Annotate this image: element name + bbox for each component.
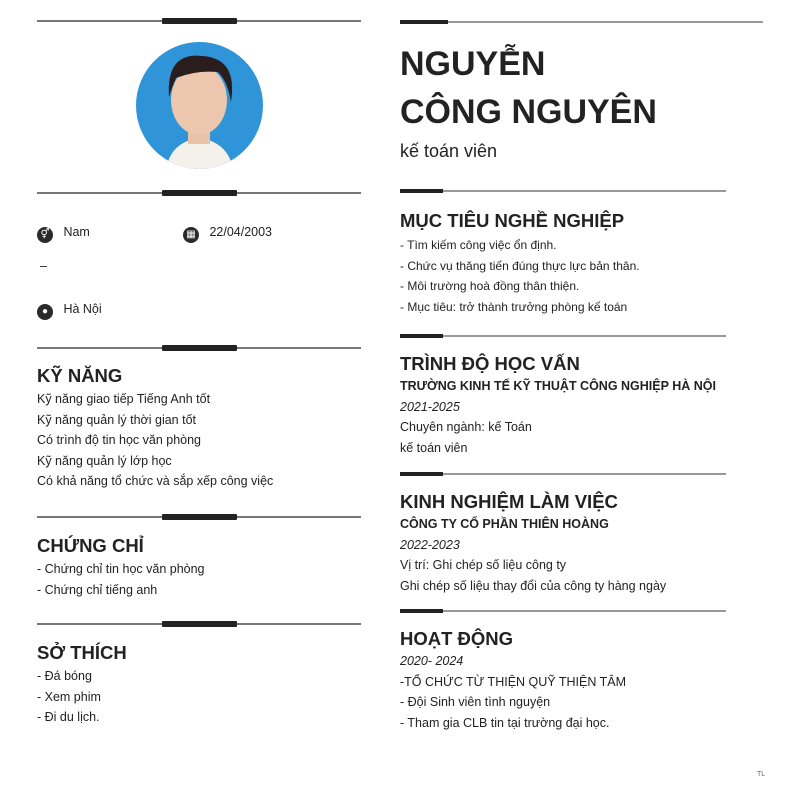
divider [37, 516, 361, 518]
list-item: - Đi du lịch. [37, 710, 100, 724]
divider [400, 190, 726, 192]
list-item: - Chứng chỉ tiếng anh [37, 582, 158, 597]
activities-block [400, 651, 626, 733]
list-item: Có khả năng tổ chức và sắp xếp công việc [37, 474, 274, 488]
list-item: Kỹ năng quản lý thời gian tốt [37, 412, 196, 427]
experience-block [400, 514, 666, 596]
list-item: Kỹ năng quản lý lớp học [37, 453, 172, 468]
page-mark: TL [757, 771, 766, 778]
job-title: kế toán viên [400, 141, 498, 161]
certificates-heading: CHỨNG CHỈ [37, 535, 144, 556]
address: Hà Nội [63, 302, 102, 316]
activities-heading: HOẠT ĐỘNG [400, 628, 514, 649]
skills-heading: KỸ NĂNG [37, 365, 123, 386]
divider [400, 21, 763, 23]
hobbies-list [37, 666, 101, 728]
list-item: - Tham gia CLB tin tại trường đại học. [400, 715, 610, 730]
school-name: TRƯỜNG KINH TẾ KỸ THUẬT CÔNG NGHIỆP HÀ NỘI [400, 379, 716, 393]
major: Chuyên ngành: kế Toán [400, 420, 532, 434]
objective-list [400, 235, 640, 317]
position: Vị trí: Ghi chép số liệu công ty [400, 558, 567, 572]
objective-heading: MỤC TIÊU NGHỀ NGHIỆP [400, 210, 625, 231]
education-note: kế toán viên [400, 440, 468, 455]
certificates-list [37, 559, 205, 600]
education-block [400, 376, 716, 458]
list-item: - Tìm kiếm công việc ổn định. [400, 238, 557, 252]
divider [37, 347, 361, 349]
list-item: - Chức vụ thăng tiến đúng thực lực bản thân. [400, 258, 640, 273]
list-item: Có trình độ tin học văn phòng [37, 433, 202, 447]
list-item: - Xem phim [37, 689, 101, 704]
list-item: Kỹ năng giao tiếp Tiếng Anh tốt [37, 392, 211, 406]
gender: Nam [63, 225, 90, 239]
address-row [37, 301, 102, 320]
education-heading: TRÌNH ĐỘ HỌC VẤN [400, 353, 580, 374]
dob-row [183, 224, 272, 243]
hobbies-heading: SỞ THÍCH [37, 642, 127, 663]
name-line-2: CÔNG NGUYÊN [400, 93, 657, 131]
calendar-icon: ▦ [183, 227, 199, 243]
avatar [136, 42, 263, 169]
list-item: - Chứng chỉ tin học văn phòng [37, 562, 205, 576]
list-item: - Mục tiêu: trở thành trưởng phòng kế toán [400, 299, 628, 314]
divider [37, 20, 361, 22]
date-of-birth: 22/04/2003 [209, 225, 273, 239]
experience-description: Ghi chép số liệu thay đổi của công ty hàng ngày [400, 578, 667, 593]
company-name: CÔNG TY CỔ PHẦN THIÊN HOÀNG [400, 517, 609, 531]
list-item: - Môi trường hoà đồng thân thiện. [400, 279, 580, 293]
gender-row [37, 224, 90, 243]
divider [400, 335, 726, 337]
phone: – [40, 259, 47, 273]
divider [400, 473, 726, 475]
list-item: -TỔ CHỨC TỪ THIỆN QUỸ THIỆN TÂM [400, 674, 626, 689]
experience-period: 2022-2023 [400, 537, 460, 552]
name-line-1: NGUYỄN [400, 45, 546, 83]
list-item: - Đá bóng [37, 669, 92, 683]
experience-heading: KINH NGHIỆM LÀM VIỆC [400, 491, 618, 512]
education-period: 2021-2025 [400, 399, 460, 414]
divider [37, 623, 361, 625]
list-item: - Đội Sinh viên tình nguyện [400, 695, 551, 709]
divider [37, 192, 361, 194]
activities-period: 2020- 2024 [400, 654, 464, 668]
gender-icon: ⚥ [37, 227, 53, 243]
skills-list [37, 389, 273, 492]
full-name [400, 40, 657, 136]
location-pin-icon: ● [37, 304, 53, 320]
divider [400, 610, 726, 612]
